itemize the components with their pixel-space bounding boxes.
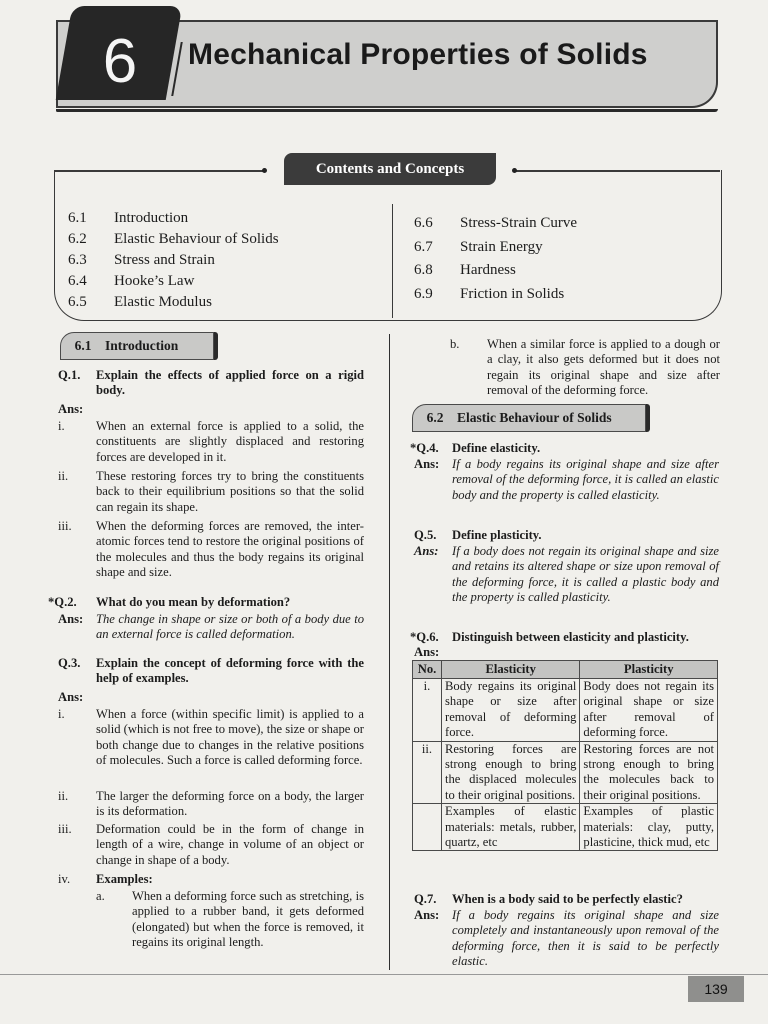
- question-text: Distinguish between elasticity and plasticity.: [452, 630, 689, 644]
- toc-left: [68, 208, 279, 313]
- question-text: What do you mean by deformation?: [96, 595, 291, 609]
- item-marker: i.: [58, 419, 65, 433]
- answer-text: Examples:: [96, 872, 153, 886]
- table-cell: Examples of elastic materials: metals, rubber, quartz, etc: [442, 804, 580, 851]
- toc-right: [414, 212, 577, 306]
- answer-text: When a similar force is applied to a dough or a clay, it also gets deformed but it does not regain its original shape and size after removal of the deforming force.: [487, 337, 720, 398]
- answer-text: If a body does not regain its original shape and size and retains its altered shape or size upon removal of the deforming force, it is called a plastic body and the property is called plasticity.: [452, 544, 719, 605]
- question-number: *Q.6.: [410, 630, 439, 644]
- question-text: Explain the effects of applied force on a rigid body.: [96, 368, 364, 398]
- table-row: [413, 804, 718, 851]
- answer-text: When a deforming force such as stretching, is applied to a rubber band, it gets deformed (elongated) but when the force is removed, it regains its original length.: [132, 889, 364, 950]
- question-number: Q.7.: [414, 892, 437, 906]
- table-cell: Examples of plastic materials: clay, putty, plasticine, thick mud, etc: [580, 804, 718, 851]
- page-number: 139: [688, 976, 744, 1002]
- question-number: *Q.4.: [410, 441, 439, 455]
- toc-item[interactable]: 6.6 Stress-Strain Curve: [414, 215, 578, 231]
- answer-label: Ans:: [414, 457, 440, 471]
- item-marker: i.: [58, 707, 65, 721]
- rule-dot-left: [262, 168, 267, 173]
- answer-text: When a force (within specific limit) is applied to a solid (which is not free to move), the size or shape or both change due to changes in the relative positions of molecules. Such a force is called deforming force.: [96, 707, 364, 768]
- chapter-number: 6: [102, 27, 138, 96]
- question-number: Q.3.: [58, 656, 81, 670]
- table-cell: i.: [413, 679, 442, 742]
- toc-item[interactable]: 6.1 Introduction: [68, 210, 189, 226]
- toc-item[interactable]: 6.3 Stress and Strain: [68, 252, 215, 268]
- answer-text: When the deforming forces are removed, the inter-atomic forces tend to restore the original positions of the molecules and thus the body regains its original shape and size.: [96, 519, 364, 580]
- answer-label: Ans:: [58, 612, 84, 626]
- contents-banner: Contents and Concepts: [284, 153, 496, 185]
- question-text: Define plasticity.: [452, 528, 542, 542]
- item-marker: iii.: [58, 822, 72, 836]
- toc-item[interactable]: 6.5 Elastic Modulus: [68, 294, 212, 310]
- toc-item[interactable]: 6.4 Hooke’s Law: [68, 273, 195, 289]
- answer-text: If a body regains its original shape and size completely and instantaneously upon removal of the deforming force, then it is said to be perfectly elastic.: [452, 908, 719, 969]
- chapter-title: Mechanical Properties of Solids: [188, 38, 648, 71]
- toc-item[interactable]: 6.8 Hardness: [414, 262, 516, 278]
- comparison-table: [412, 660, 718, 851]
- item-marker: ii.: [58, 469, 69, 483]
- question-text: Explain the concept of deforming force with the help of examples.: [96, 656, 364, 686]
- table-header: Elasticity: [442, 661, 580, 679]
- question-number: Q.5.: [414, 528, 437, 542]
- question-text: Define elasticity.: [452, 441, 541, 455]
- answer-text: If a body regains its original shape and size after removal of the deforming force, it is called an elastic body and the property is called elasticity.: [452, 457, 719, 502]
- answer-text: Deformation could be in the form of change in length of a wire, change in volume of an object or change in shape of a body.: [96, 822, 364, 867]
- item-marker: a.: [96, 889, 105, 903]
- footer-rule: [0, 974, 768, 975]
- item-marker: b.: [450, 337, 460, 351]
- answer-label: Ans:: [58, 690, 84, 704]
- answer-text: The change in shape or size or both of a body due to an external force is called deformation.: [96, 612, 364, 642]
- answer-label: Ans:: [414, 908, 440, 922]
- table-cell: Body regains its original shape or size after removal of deforming force.: [442, 679, 580, 742]
- answer-text: When an external force is applied to a solid, the constituents are slightly displaced and restoring forces are developed in it.: [96, 419, 364, 464]
- table-header-row: [413, 661, 718, 679]
- table-cell: Restoring forces are strong enough to bring the displaced molecules to their original positions.: [442, 741, 580, 804]
- section-heading-6-2: 6.2 Elastic Behaviour of Solids: [412, 404, 646, 432]
- answer-label: Ans:: [414, 645, 440, 659]
- table-row: [413, 741, 718, 804]
- item-marker: iv.: [58, 872, 71, 886]
- question-number: Q.1.: [58, 368, 81, 382]
- contents-divider: [392, 204, 393, 318]
- answer-text: These restoring forces try to bring the constituents back to their equilibrium positions so that the solid can regain its shape.: [96, 469, 364, 514]
- question-number: *Q.2.: [48, 595, 77, 609]
- toc-item[interactable]: 6.9 Friction in Solids: [414, 285, 565, 302]
- table-cell: [413, 804, 442, 851]
- answer-label: Ans:: [414, 544, 439, 558]
- section-heading-6-1: 6.1 Introduction: [60, 332, 214, 360]
- column-divider: [389, 334, 390, 970]
- table-cell: Body does not regain its original shape or size after removal of deforming force.: [580, 679, 718, 742]
- table-header: No.: [413, 661, 442, 679]
- table-header: Plasticity: [580, 661, 718, 679]
- toc-item[interactable]: 6.7 Strain Energy: [414, 238, 543, 255]
- contents-top-rule-right: [514, 170, 720, 172]
- table-cell: ii.: [413, 741, 442, 804]
- table-row: [413, 679, 718, 742]
- item-marker: iii.: [58, 519, 72, 533]
- toc-item[interactable]: 6.2 Elastic Behaviour of Solids: [68, 231, 279, 247]
- contents-top-rule-left: [54, 170, 266, 172]
- item-marker: ii.: [58, 789, 69, 803]
- rule-dot-right: [512, 168, 517, 173]
- question-text: When is a body said to be perfectly elastic?: [452, 892, 683, 906]
- answer-text: The larger the deforming force on a body, the larger is its deformation.: [96, 789, 364, 819]
- table-cell: Restoring forces are not strong enough to bring the molecules back to their original positions.: [580, 741, 718, 804]
- answer-label: Ans:: [58, 402, 84, 416]
